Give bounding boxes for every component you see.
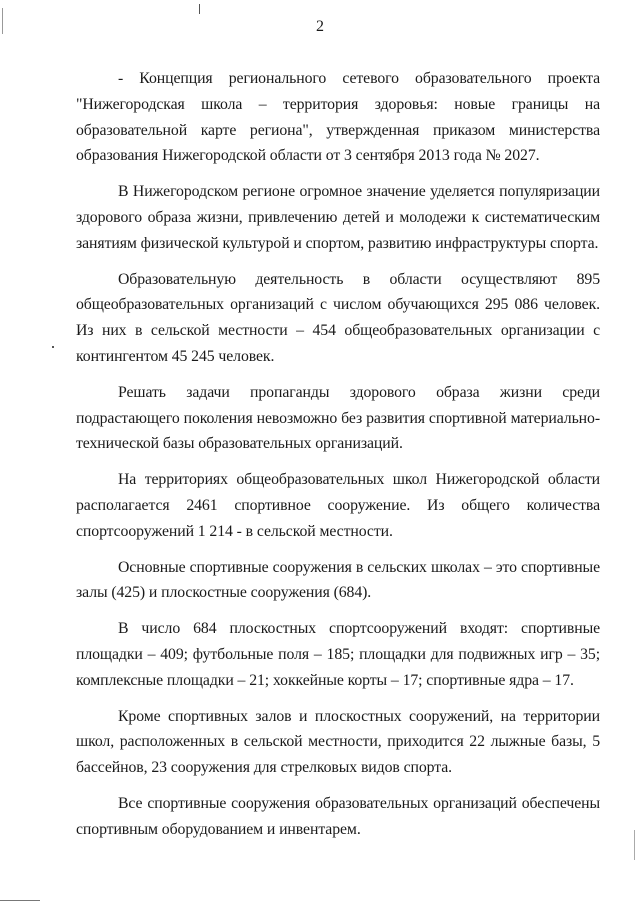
paragraph-concept: - Концепция регионального сетевого образовательного проекта "Нижегородская школа – территория здоровья: новые границы на образовательной карте региона", утвержденная приказом министерства образования Нижегородской области от 3 сентября 2013 года № 2027. xyxy=(76,70,600,165)
paragraph-propaganda: Решать задачи пропаганды здорового образа жизни среди подрастающего поколения невозможно без развития спортивной материально-технической базы образовательных организаций. xyxy=(76,383,600,453)
paragraph-sports-facilities: На территориях общеобразовательных школ Нижегородской области располагается 2461 спортивное сооружение. Из общего количества спортсооружений 1 214 - в сельской местности. xyxy=(76,471,600,540)
paragraph-flat-facilities: В число 684 плоскостных спортсооружений входят: спортивные площадки – 409; футбольные поля – 185; площадки для подвижных игр – 35; комплексные площадки – 21; хоккейные корты – 17; спортивные ядра – 17. xyxy=(76,620,600,689)
paragraph-additional-facilities: Кроме спортивных залов и плоскостных сооружений, на территории школ, расположенных в сельской местности, приходится 22 лыжные базы, 5 бассейнов, 23 сооружения для стрелковых видов спорта. xyxy=(76,707,600,777)
scan-mark-right xyxy=(634,830,635,860)
paragraph-healthy-lifestyle: В Нижегородском регионе огромное значение уделяется популяризации здорового образа жизни, привлечению детей и молодежи к систематическим занятиям физической культурой и спортом, развитию инфраструктуры спорта. xyxy=(76,183,600,252)
paragraph-rural-facilities: Основные спортивные сооружения в сельских школах – это спортивные залы (425) и плоскостные сооружения (684). xyxy=(76,558,600,602)
paragraph-equipment: Все спортивные сооружения образовательных организаций обеспечены спортивным оборудованием и инвентарем. xyxy=(76,794,600,838)
page-number: 2 xyxy=(316,18,324,35)
document-body xyxy=(76,66,600,853)
scan-mark-bottom-left xyxy=(0,900,40,901)
paragraph-education-organizations: Образовательную деятельность в области осуществляют 895 общеобразовательных организаций с числом обучающихся 295 086 человек. Из них в сельской местности – 454 общеобразовательных организации с контингентом 45 245 человек. xyxy=(76,270,600,365)
scan-mark-top xyxy=(199,4,200,14)
scan-mark-left xyxy=(52,346,54,348)
